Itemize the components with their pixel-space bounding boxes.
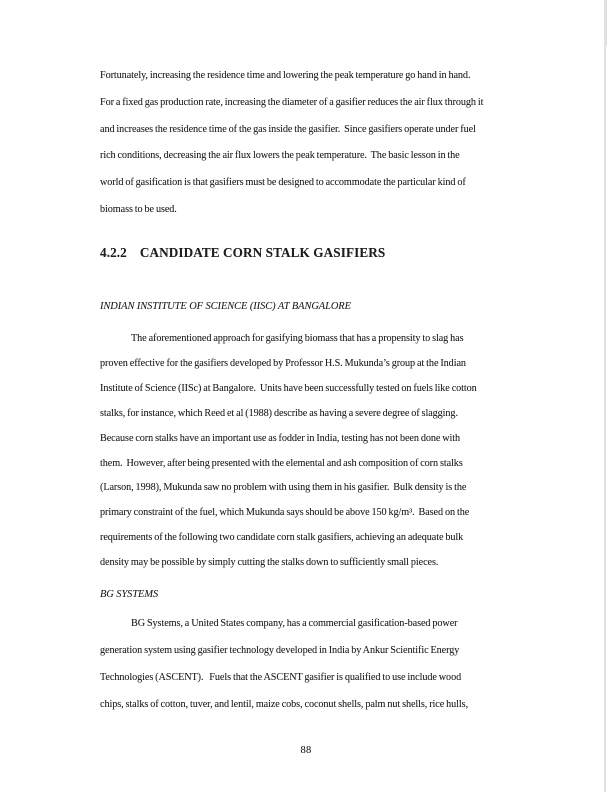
- text-line: stalks, for instance, which Reed et al (1988) describe as having a severe degree of slagging.: [100, 407, 458, 419]
- text-line: Technologies (ASCENT). Fuels that the ASCENT gasifier is qualified to use include wood: [100, 672, 462, 683]
- page-number: 88: [300, 745, 312, 756]
- text-line: Because corn stalks have an important use as fodder in India, testing has not been done with: [100, 432, 461, 444]
- paragraph-bg-systems: [100, 610, 560, 718]
- paragraph-iisc: [100, 327, 560, 576]
- text-line: generation system using gasifier technology developed in India by Ankur Scientific Energy: [100, 645, 460, 656]
- text-line: world of gasification is that gasifiers must be designed to accommodate the particular kind of: [100, 177, 466, 189]
- section-heading: [100, 245, 385, 261]
- text-line: chips, stalks of cotton, tuver, and lentil, maize cobs, coconut shells, palm nut shells, rice hulls,: [100, 699, 469, 710]
- section-title: CANDIDATE CORN STALK GASIFIERS: [139, 245, 386, 260]
- subsection-heading-bg-systems: BG SYSTEMS: [100, 589, 159, 600]
- text-line: For a fixed gas production rate, increasing the diameter of a gasifier reduces the air flux through it: [100, 96, 484, 108]
- text-line: primary constraint of the fuel, which Mukunda says should be above 150 kg/m³. Based on the: [100, 507, 470, 519]
- text-line: and increases the residence time of the gas inside the gasifier. Since gasifiers operate under fuel: [100, 123, 476, 135]
- scan-edge-artifact: [604, 0, 606, 792]
- text-line: (Larson, 1998), Mukunda saw no problem with using them in his gasifier. Bulk density is the: [100, 482, 467, 494]
- paragraph-residence-time: [100, 63, 560, 224]
- subsection-heading-iisc: INDIAN INSTITUTE OF SCIENCE (IISC) AT BANGALORE: [100, 301, 351, 312]
- text-line: Fortunately, increasing the residence time and lowering the peak temperature go hand in hand.: [100, 70, 471, 81]
- text-line: biomass to be used.: [100, 203, 177, 215]
- text-line: BG Systems, a United States company, has a commercial gasification-based power: [131, 618, 458, 629]
- text-line: rich conditions, decreasing the air flux lowers the peak temperature. The basic lesson in the: [100, 150, 460, 162]
- text-line: requirements of the following two candidate corn stalk gasifiers, achieving an adequate bulk: [100, 532, 464, 544]
- text-line: proven effective for the gasifiers developed by Professor H.S. Mukunda’s group at the Indian: [100, 357, 466, 369]
- text-line: density may be possible by simply cutting the stalks down to sufficiently small pieces.: [100, 557, 439, 569]
- text-line: Institute of Science (IISc) at Bangalore. Units have been successfully tested on fuels like cotton: [100, 382, 477, 394]
- text-line: them. However, after being presented with the elemental and ash composition of corn stalks: [100, 457, 463, 469]
- section-number: 4.2.2: [100, 245, 127, 260]
- text-line: The aforementioned approach for gasifying biomass that has a propensity to slag has: [131, 333, 464, 344]
